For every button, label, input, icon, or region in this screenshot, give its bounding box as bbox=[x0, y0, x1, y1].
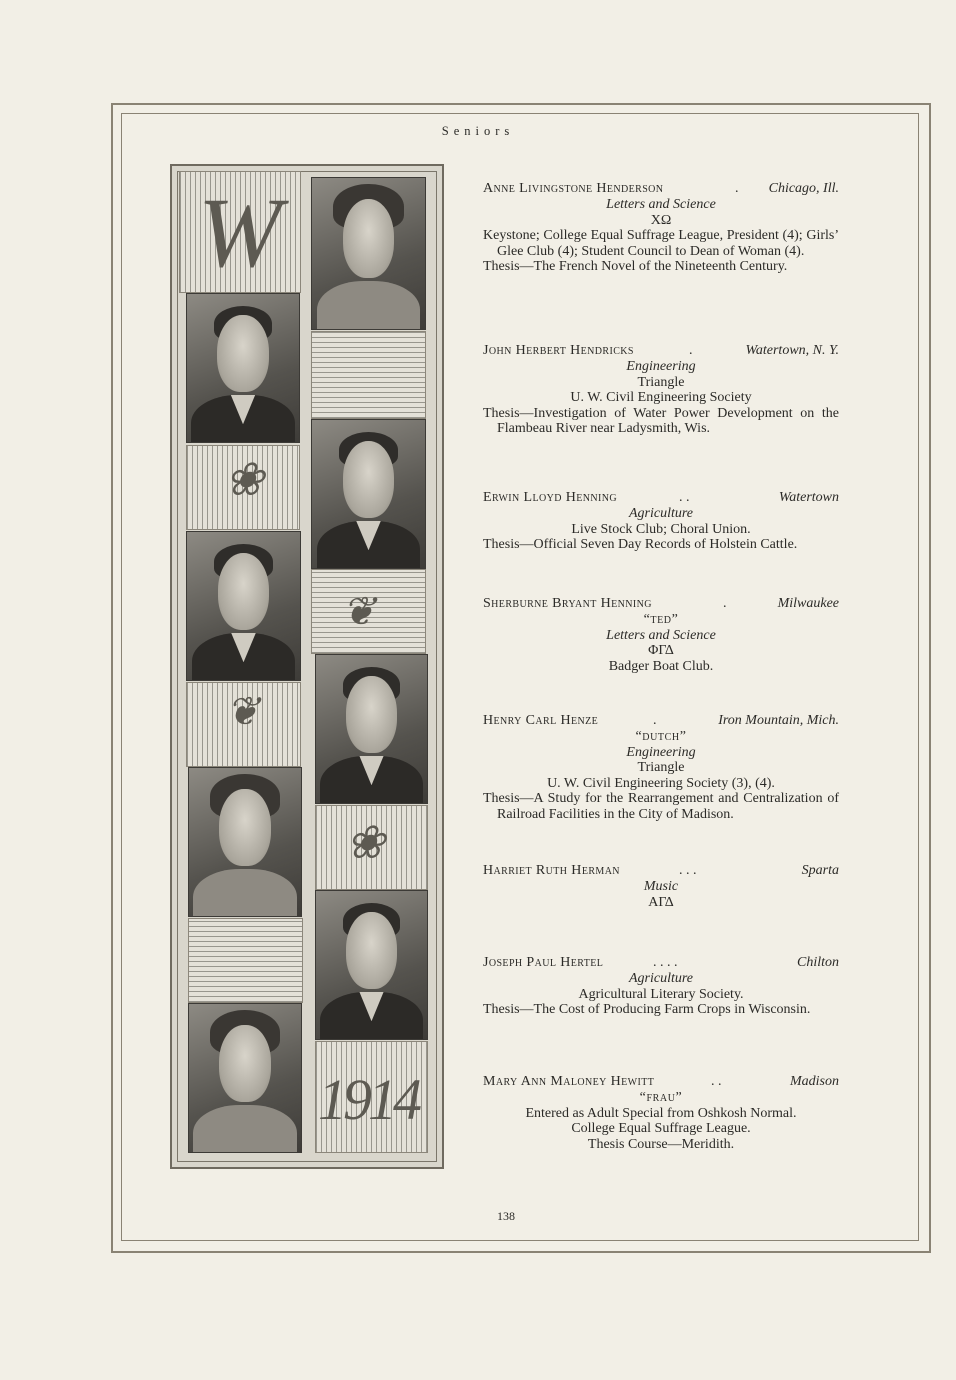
entry-hometown: Sparta bbox=[801, 863, 839, 878]
entry-thesis: Thesis—Investigation of Water Power Development on the Flambeau River near Ladysmith, Wis. bbox=[483, 405, 839, 436]
portrait-hendricks bbox=[186, 293, 300, 443]
entry-college: Engineering bbox=[626, 359, 696, 374]
entry-fraternity: Triangle bbox=[637, 374, 685, 390]
entry-activities: U. W. Civil Engineering Society bbox=[570, 390, 752, 405]
leader-dots: . . . bbox=[679, 863, 697, 878]
entry-hometown: Chilton bbox=[796, 955, 839, 970]
page-number: 138 bbox=[497, 1209, 515, 1223]
entry-activities: Keystone; College Equal Suffrage League, President (4); Girls’ Glee Club (4); Student Council to Dean of Woman (4). bbox=[483, 228, 839, 259]
portrait-hertel bbox=[315, 890, 428, 1040]
entry-nickname: “dutch” bbox=[635, 729, 687, 744]
entry-name: Anne Livingstone Henderson bbox=[483, 181, 664, 196]
rose-ornament: ❀ bbox=[225, 454, 264, 505]
entry-college: Agriculture bbox=[628, 971, 694, 986]
entry-hometown: Watertown bbox=[778, 490, 839, 505]
entry-college: Music bbox=[643, 879, 679, 894]
entry-college: Letters and Science bbox=[606, 627, 716, 643]
rose-ornament: ❦ bbox=[226, 689, 260, 734]
entry-hertel bbox=[483, 955, 839, 1018]
entry-name: Joseph Paul Hertel bbox=[483, 955, 604, 970]
entry-activities-2: College Equal Suffrage League. bbox=[571, 1121, 751, 1136]
entry-activities: Live Stock Club; Choral Union. bbox=[571, 521, 751, 537]
entry-hometown: Madison bbox=[790, 1074, 839, 1089]
entry-erwin-henning bbox=[483, 490, 839, 553]
entry-activities: Entered as Adult Special from Oshkosh Normal. bbox=[525, 1105, 797, 1121]
entry-fraternity: ΑΓΔ bbox=[648, 894, 674, 910]
entry-thesis: Thesis Course—Meridith. bbox=[587, 1136, 735, 1152]
entry-college: Letters and Science bbox=[606, 197, 716, 212]
entry-name: Erwin Lloyd Henning bbox=[483, 490, 618, 505]
leader-dots: . . . . bbox=[653, 955, 678, 970]
leader-dots: . bbox=[723, 596, 727, 611]
portrait-henderson-female bbox=[311, 177, 426, 330]
entry-name: Henry Carl Henze bbox=[483, 713, 599, 728]
portrait-hewitt bbox=[188, 1003, 302, 1153]
rose-ornament: ❦ bbox=[342, 589, 376, 634]
entry-hendricks bbox=[483, 343, 839, 437]
page-header: Seniors bbox=[441, 124, 515, 138]
ornament-tile bbox=[188, 918, 303, 1003]
portrait-herman bbox=[188, 767, 302, 917]
rose-ornament: ❀ bbox=[346, 817, 385, 868]
entry-college: Agriculture bbox=[628, 506, 694, 521]
entry-sherburne-henning bbox=[483, 596, 839, 674]
entry-fraternity: Triangle bbox=[637, 760, 685, 775]
entry-hometown: Milwaukee bbox=[777, 596, 839, 611]
entry-name: Sherburne Bryant Henning bbox=[483, 596, 652, 611]
portrait-erwin-henning bbox=[311, 419, 426, 569]
entry-name: John Herbert Hendricks bbox=[483, 343, 634, 358]
portrait-henze bbox=[315, 654, 428, 804]
portrait-sherburne-henning bbox=[186, 531, 301, 681]
entry-fraternity: XΩ bbox=[650, 212, 672, 228]
leader-dots: . . bbox=[711, 1074, 722, 1089]
entry-nickname: “ted” bbox=[643, 612, 679, 627]
entry-name: Harriet Ruth Herman bbox=[483, 863, 620, 878]
leader-dots: . bbox=[653, 713, 657, 728]
entry-herman bbox=[483, 863, 839, 910]
entry-hewitt bbox=[483, 1074, 839, 1152]
entry-activities: Agricultural Literary Society. bbox=[578, 986, 744, 1002]
entry-thesis: Thesis—The French Novel of the Nineteenth Century. bbox=[483, 259, 788, 274]
ornament-tile bbox=[311, 331, 426, 419]
entry-thesis: Thesis—Official Seven Day Records of Holstein Cattle. bbox=[483, 537, 798, 552]
entry-college: Engineering bbox=[626, 744, 696, 760]
leader-dots: . . bbox=[679, 490, 690, 505]
entry-hometown: Chicago, Ill. bbox=[768, 181, 839, 196]
entry-nickname: “frau” bbox=[639, 1090, 683, 1105]
entry-thesis: Thesis—A Study for the Rearrangement and Centralization of Railroad Facilities in the City of Madison. bbox=[483, 791, 839, 822]
monogram-letter: W bbox=[198, 177, 282, 288]
entry-hometown: Iron Mountain, Mich. bbox=[718, 713, 839, 728]
entry-name: Mary Ann Maloney Hewitt bbox=[483, 1074, 655, 1089]
entry-henderson bbox=[483, 181, 839, 275]
entry-hometown: Watertown, N. Y. bbox=[745, 343, 839, 358]
entry-activities: U. W. Civil Engineering Society (3), (4). bbox=[547, 775, 775, 791]
entry-fraternity: ΦΓΔ bbox=[648, 643, 674, 658]
year-numerals: 1914 bbox=[318, 1067, 418, 1132]
leader-dots: . bbox=[689, 343, 693, 358]
entry-activities: Badger Boat Club. bbox=[608, 658, 714, 674]
entry-thesis: Thesis—The Cost of Producing Farm Crops in Wisconsin. bbox=[483, 1002, 811, 1017]
leader-dots: . bbox=[735, 181, 739, 196]
entry-henze bbox=[483, 713, 839, 822]
